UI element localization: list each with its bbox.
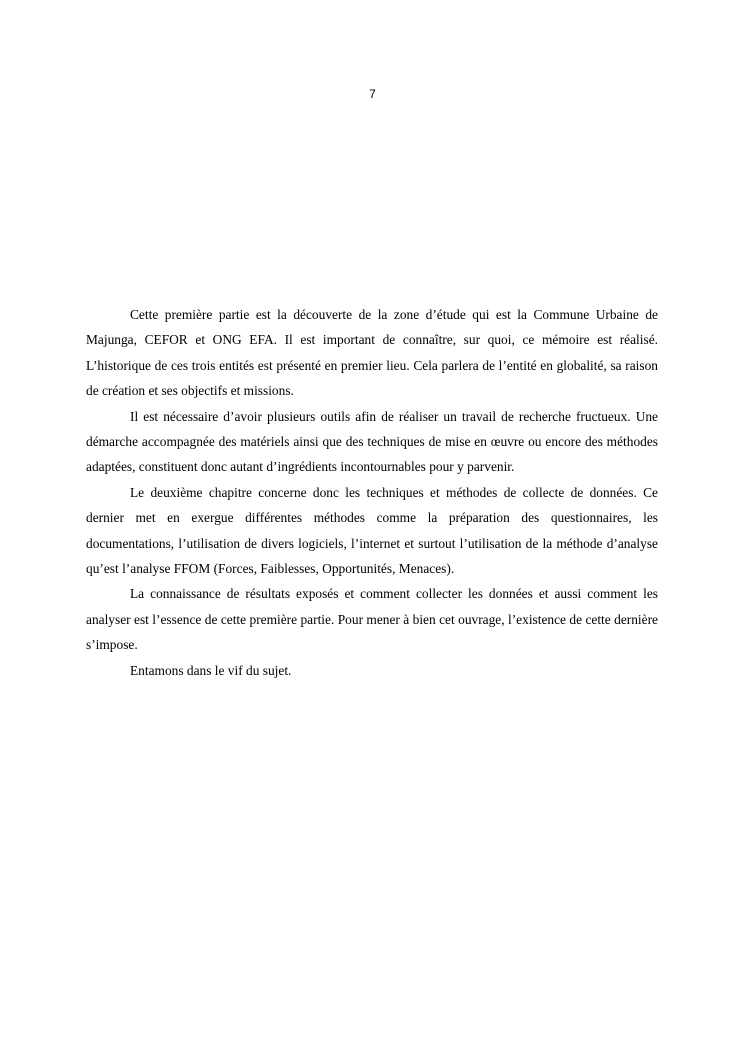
body-text bbox=[86, 302, 658, 683]
paragraph-closing: Entamons dans le vif du sujet. bbox=[130, 662, 292, 678]
page-number: 7 bbox=[369, 87, 376, 101]
paragraph-methods: Le deuxième chapitre concerne donc les techniques et méthodes de collecte de données. Ce dernier met en exergue différentes méthodes comme la préparation des questionnaires, les documentations, l’utilisation de divers logiciels, l’internet et surtout l’utilisation de la méthode d’analyse qu’est l’analyse FFOM (Forces, Faiblesses, Opportunités, Menaces). bbox=[86, 484, 658, 577]
paragraph-introduction: Cette première partie est la découverte de la zone d’étude qui est la Commune Urbaine de Majunga, CEFOR et ONG EFA. Il est important de connaître, sur quoi, ce mémoire est réalisé. L’historique de ces trois entités est présenté en premier lieu. Cela parlera de l’entité en globalité, sa raison de création et ses objectifs et missions. bbox=[86, 307, 658, 399]
paragraph-essence: La connaissance de résultats exposés et comment collecter les données et aussi comment les analyser est l’essence de cette première partie. Pour mener à bien cet ouvrage, l’existence de cette dernière s’impose. bbox=[86, 586, 658, 653]
paragraph-tools: Il est nécessaire d’avoir plusieurs outils afin de réaliser un travail de recherche fructueux. Une démarche accompagnée des matériels ainsi que des techniques de mise en œuvre ou encore des méthodes adaptées, constituent donc autant d’ingrédients incontournables pour y parvenir. bbox=[86, 408, 658, 475]
